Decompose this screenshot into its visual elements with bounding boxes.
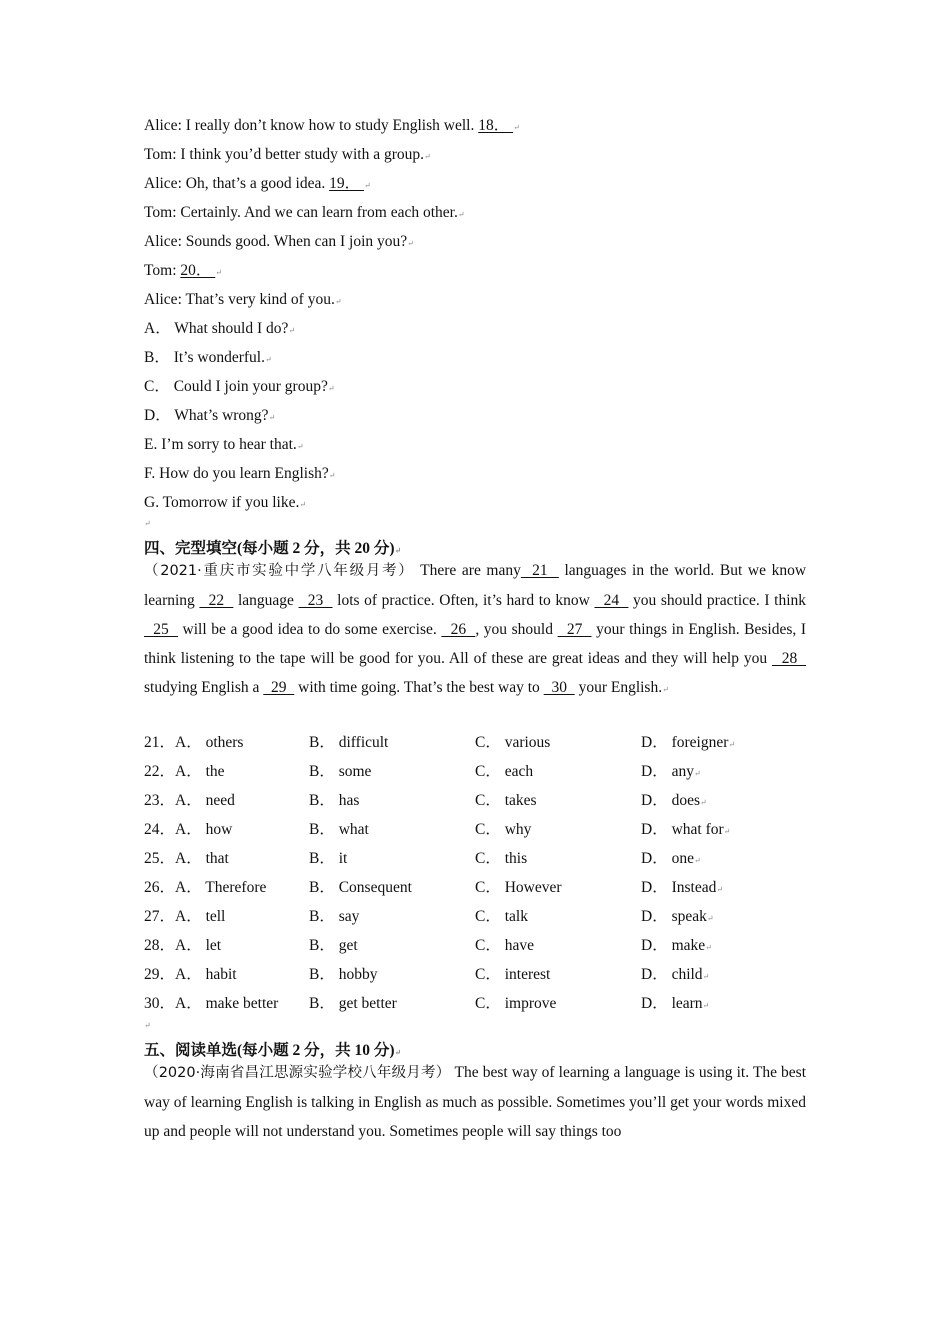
question-option-a: 23．A． need xyxy=(144,792,235,809)
dialogue-option: C． Could I join your group?↵ xyxy=(144,378,335,395)
question-option-c: C． takes xyxy=(475,792,537,809)
question-option-b: B． get xyxy=(309,937,358,954)
question-option-c: C． have xyxy=(475,937,534,954)
question-option-d: D． what for↵ xyxy=(641,821,731,838)
answer-blank: 20． xyxy=(180,262,216,279)
question-row xyxy=(144,907,824,927)
dialogue-option: B． It’s wonderful.↵ xyxy=(144,349,272,366)
question-option-d: D． child↵ xyxy=(641,966,710,983)
question-option-c: C． However xyxy=(475,879,562,896)
passage-text: language xyxy=(233,592,299,609)
question-option-d: D． make↵ xyxy=(641,937,712,954)
dialogue-option: D． What’s wrong?↵ xyxy=(144,407,276,424)
option-text: G. Tomorrow if you like. xyxy=(144,494,300,511)
passage-text: with time going. That’s the best way to xyxy=(294,679,544,696)
dialogue-text: Tom: xyxy=(144,262,181,279)
cloze-blank: 27 xyxy=(557,621,592,638)
option-text: A． What should I do? xyxy=(144,320,289,337)
question-option-d: D． one↵ xyxy=(641,850,701,867)
question-option-c: C． interest xyxy=(475,966,551,983)
option-text: E. I’m sorry to hear that. xyxy=(144,436,297,453)
passage-text: you should practice. I think xyxy=(628,592,807,609)
answer-blank: 19． xyxy=(329,175,364,192)
question-option-d: D． does↵ xyxy=(641,792,707,809)
question-option-d: D． Instead↵ xyxy=(641,879,724,896)
question-option-d: D． speak↵ xyxy=(641,908,714,925)
question-option-a: 21．A． others xyxy=(144,734,244,751)
question-option-b: B． it xyxy=(309,850,348,867)
section4-heading: 四、完型填空(每小题 2 分，共 20 分)↵ xyxy=(144,540,402,557)
question-option-b: B． get better xyxy=(309,995,397,1012)
dialogue-option: E. I’m sorry to hear that.↵ xyxy=(144,436,304,453)
question-option-c: C． why xyxy=(475,821,532,838)
question-option-c: C． talk xyxy=(475,908,528,925)
cloze-blank: 25 xyxy=(144,621,178,638)
option-text: C． Could I join your group? xyxy=(144,378,328,395)
section5-source: （2020·海南省昌江思源实验学校八年级月考） xyxy=(144,1065,451,1081)
question-option-a: 22．A． the xyxy=(144,763,225,780)
question-row xyxy=(144,820,824,840)
question-option-c: C． each xyxy=(475,763,534,780)
question-row xyxy=(144,762,824,782)
passage-text: , you should xyxy=(475,621,558,638)
question-option-a: 30．A． make better xyxy=(144,995,279,1012)
question-option-b: B． difficult xyxy=(309,734,389,751)
section4-source: （2021·重庆市实验中学八年级月考） xyxy=(144,563,415,579)
passage-text: lots of practice. Often, it’s hard to know xyxy=(332,592,595,609)
question-option-d: D． foreigner↵ xyxy=(641,734,736,751)
question-option-b: B． has xyxy=(309,792,360,809)
cloze-blank: 29 xyxy=(263,679,295,696)
answer-blank: 18． xyxy=(478,117,514,134)
passage-text: languages in the world. But we know learning xyxy=(144,562,807,609)
question-option-b: B． some xyxy=(309,763,372,780)
dialogue-text: Tom: I think you’d better study with a group. xyxy=(144,146,425,163)
dialogue-line: Alice: That’s very kind of you.↵ xyxy=(144,291,342,308)
question-option-a: 25．A． that xyxy=(144,850,229,867)
dialogue-line: Alice: I really don’t know how to study English well. 18． ↵ xyxy=(144,117,520,134)
question-row xyxy=(144,936,824,956)
option-text: D． What’s wrong? xyxy=(144,407,269,424)
section5-heading: 五、阅读单选(每小题 2 分，共 10 分)↵ xyxy=(144,1042,402,1059)
option-text: B． It’s wonderful. xyxy=(144,349,265,366)
question-option-a: 29．A． habit xyxy=(144,966,237,983)
dialogue-text: Alice: Oh, that’s a good idea. xyxy=(144,175,330,192)
dialogue-text: Alice: I really don’t know how to study English well. xyxy=(144,117,479,134)
passage-text: There are many xyxy=(414,562,521,579)
dialogue-line: Tom: Certainly. And we can learn from each other.↵ xyxy=(144,204,465,221)
question-option-d: D． learn↵ xyxy=(641,995,710,1012)
paragraph-mark-2: ↵ xyxy=(144,1021,151,1030)
dialogue-option: F. How do you learn English?↵ xyxy=(144,465,336,482)
passage-text: your things in English. Besides, I think listening to the tape will be good for you. All of these are great ideas and they will help you xyxy=(144,621,807,667)
question-option-b: B． say xyxy=(309,908,360,925)
cloze-blank: 21 xyxy=(520,562,559,579)
question-option-b: B． hobby xyxy=(309,966,378,983)
dialogue-line: Tom: I think you’d better study with a group.↵ xyxy=(144,146,431,163)
dialogue-text: Alice: That’s very kind of you. xyxy=(144,291,335,308)
question-row xyxy=(144,994,824,1014)
question-option-c: C． various xyxy=(475,734,551,751)
question-option-b: B． what xyxy=(309,821,369,838)
section5-passage-text: The best way of learning a language is using it. The best way of learning English is talking in English as much as possible. Sometimes you’ll get your words mixed up and people will not understand you. Sometimes people will say things too xyxy=(144,1064,807,1140)
question-option-c: C． this xyxy=(475,850,528,867)
section4-passage: （2021·重庆市实验中学八年级月考） There are many 21 languages in the world. But we know learning 22 language 23 lots of practice. Often, it’s hard to know 24 you should practice. I think 25 will be a good idea to do some exercise. 26 , you should 27 your things in English. Besides, I think listening to the tape will be good for you. All of these are great ideas and they will help you 28 studying English a 29 with time going. That’s the best way to 30 your English.↵ xyxy=(144,562,807,696)
question-option-b: B． Consequent xyxy=(309,879,412,896)
passage-text: will be a good idea to do some exercise. xyxy=(177,621,442,638)
cloze-blank: 28 xyxy=(772,650,807,667)
question-option-a: 27．A． tell xyxy=(144,908,226,925)
cloze-blank: 23 xyxy=(298,592,333,609)
paragraph-mark: ↵ xyxy=(144,519,151,528)
dialogue-option: A． What should I do?↵ xyxy=(144,320,296,337)
dialogue-text: Tom: Certainly. And we can learn from each other. xyxy=(144,204,458,221)
question-row xyxy=(144,878,824,898)
question-option-a: 26．A． Therefore xyxy=(144,879,267,896)
cloze-blank: 30 xyxy=(543,679,575,696)
dialogue-line: Tom: 20． ↵ xyxy=(144,262,222,279)
dialogue-option: G. Tomorrow if you like.↵ xyxy=(144,494,307,511)
question-row xyxy=(144,733,824,753)
cloze-blank: 22 xyxy=(199,592,234,609)
passage-text: your English. xyxy=(574,679,663,696)
question-option-d: D． any↵ xyxy=(641,763,701,780)
cloze-blank: 24 xyxy=(594,592,629,609)
question-option-a: 24．A． how xyxy=(144,821,233,838)
passage-text: studying English a xyxy=(144,679,264,696)
dialogue-line: Alice: Oh, that’s a good idea. 19． ↵ xyxy=(144,175,371,192)
question-row xyxy=(144,791,824,811)
section5-passage xyxy=(144,1058,806,1146)
question-row xyxy=(144,849,824,869)
option-text: F. How do you learn English? xyxy=(144,465,329,482)
dialogue-text: Alice: Sounds good. When can I join you? xyxy=(144,233,408,250)
question-option-c: C． improve xyxy=(475,995,557,1012)
question-option-a: 28．A． let xyxy=(144,937,222,954)
dialogue-line: Alice: Sounds good. When can I join you?↵ xyxy=(144,233,414,250)
question-row xyxy=(144,965,824,985)
cloze-blank: 26 xyxy=(441,621,476,638)
